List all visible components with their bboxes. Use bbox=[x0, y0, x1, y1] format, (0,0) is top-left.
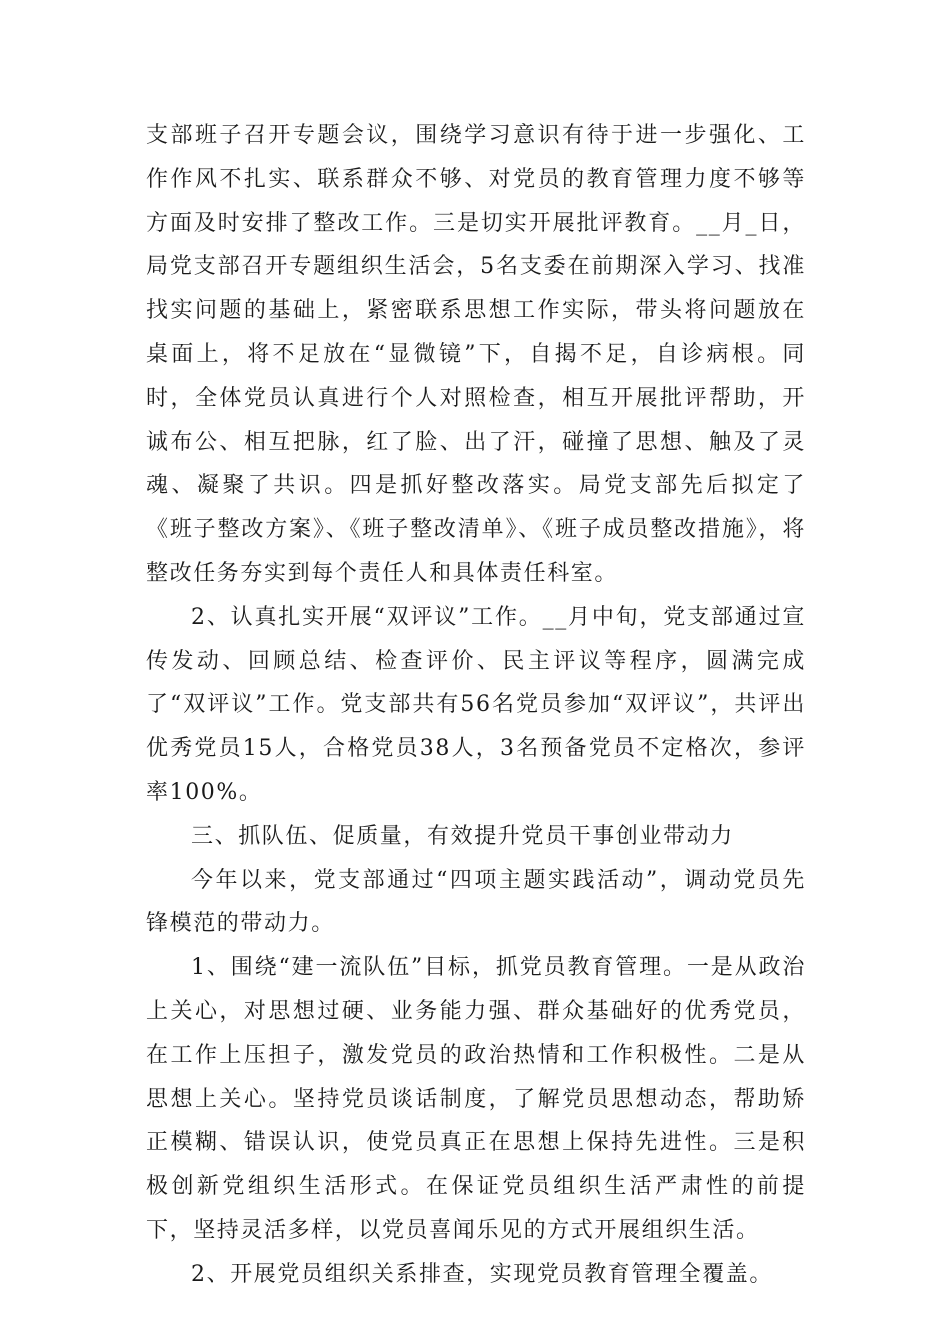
section-heading-team-quality: 三、抓队伍、促质量，有效提升党员干事创业带动力 bbox=[191, 823, 734, 849]
paragraph-organization-relation-check: 2、开展党员组织关系排查，实现党员教育管理全覆盖。 bbox=[191, 1261, 773, 1287]
document-body bbox=[146, 114, 806, 1297]
paragraph-four-theme-activities: 今年以来，党支部通过“四项主题实践活动”，调动党员先锋模范的带动力。 bbox=[146, 867, 806, 937]
paragraph-party-member-education: 1、围绕“建一流队伍”目标，抓党员教育管理。一是从政治上关心，对思想过硬、业务能力强、群众基础好的优秀党员，在工作上压担子，激发党员的政治热情和工作积极性。二是从思想上关心。坚持党员谈话制度，了解党员思想动态，帮助矫正模糊、错误认识，使党员真正在思想上保持先进性。三是积极创新党组织生活形式。在保证党员组织生活严肃性的前提下，坚持灵活多样，以党员喜闻乐见的方式开展组织生活。 bbox=[146, 955, 806, 1243]
paragraph-double-evaluation: 2、认真扎实开展“双评议”工作。__月中旬，党支部通过宣传发动、回顾总结、检查评价、民主评议等程序，圆满完成了“双评议”工作。党支部共有56名党员参加“双评议”，共评出优秀党员15人，合格党员38人，3名预备党员不定格次，参评率100%。 bbox=[146, 604, 806, 805]
paragraph-rectification-work: 支部班子召开专题会议，围绕学习意识有待于进一步强化、工作作风不扎实、联系群众不够、对党员的教育管理力度不够等方面及时安排了整改工作。三是切实开展批评教育。__月_日，局党支部召开专题组织生活会，5名支委在前期深入学习、找准找实问题的基础上，紧密联系思想工作实际，带头将问题放在桌面上，将不足放在“显微镜”下，自揭不足，自诊病根。同时，全体党员认真进行个人对照检查，相互开展批评帮助，开诚布公、相互把脉，红了脸、出了汗，碰撞了思想、触及了灵魂、凝聚了共识。四是抓好整改落实。局党支部先后拟定了《班子整改方案》、《班子整改清单》、《班子成员整改措施》，将整改任务夯实到每个责任人和具体责任科室。 bbox=[146, 123, 806, 586]
